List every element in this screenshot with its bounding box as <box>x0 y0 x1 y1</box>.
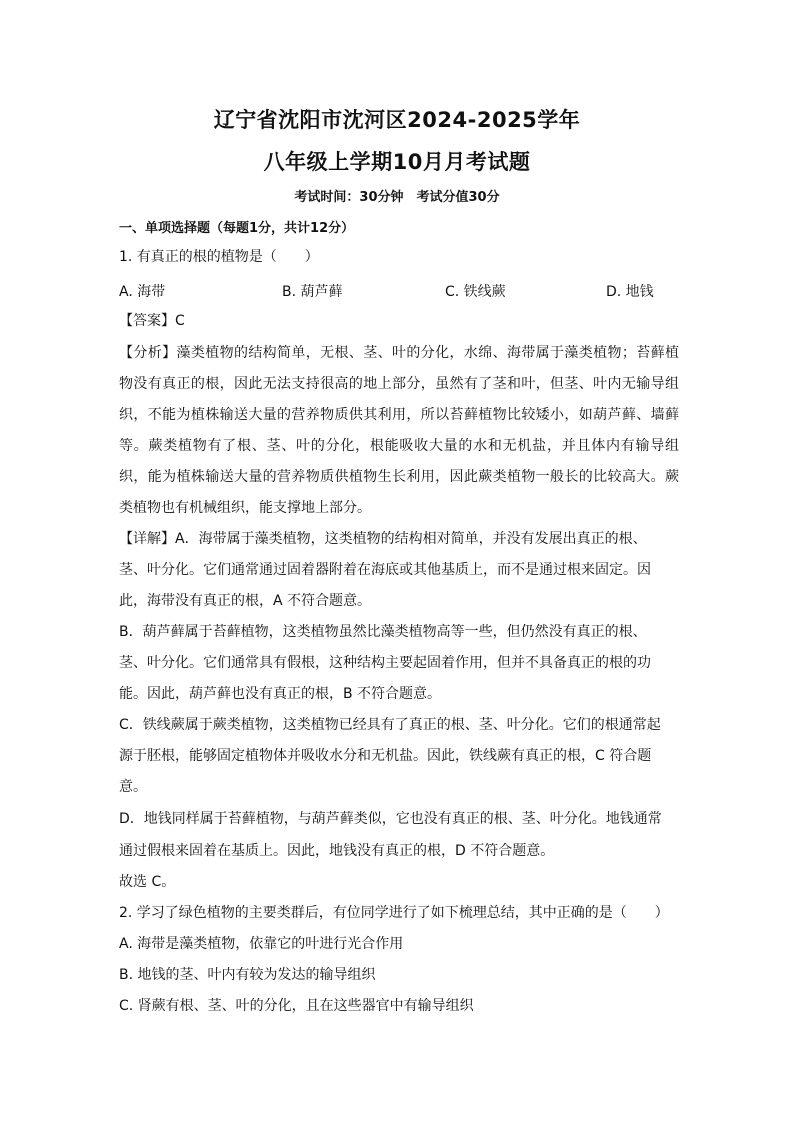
q1-analysis-line: 类植物也有机械组织，能支撑地上部分。 <box>119 500 371 516</box>
exam-info: 考试时间：30分钟 考试分值30分 <box>294 190 500 205</box>
q1-conclusion: 故选 C。 <box>119 874 176 890</box>
q1-analysis-line: 物没有真正的根，因此无法支持很高的地上部分，虽然有了茎和叶，但茎、叶内无输导组 <box>119 376 679 392</box>
q2-option-c: C. 肾蕨有根、茎、叶的分化，且在这些器官中有输导组织 <box>119 998 474 1014</box>
q1-detail-line: 【详解】A．海带属于藻类植物，这类植物的结构相对简单，并没有发展出真正的根、 <box>119 531 647 547</box>
q1-analysis-line: 【分析】藻类植物的结构简单，无根、茎、叶的分化，水绵、海带属于藻类植物；苔藓植 <box>119 345 679 361</box>
question-2-stem: 2. 学习了绿色植物的主要类群后，有位同学进行了如下梳理总结，其中正确的是（ ） <box>119 905 669 921</box>
section-heading: 一、单项选择题（每题1分，共计12分） <box>119 221 355 236</box>
q1-answer: 【答案】C <box>119 313 185 329</box>
q1-detail-line: 茎、叶分化。它们通常通过固着器附着在海底或其他基质上，而不是通过根来固定。因 <box>119 562 651 578</box>
q1-analysis-line: 织，能为植株输送大量的营养物质供植物生长利用，因此蕨类植物一般长的比较高大。蕨 <box>119 469 679 485</box>
q2-option-a: A. 海带是藻类植物，依靠它的叶进行光合作用 <box>119 936 404 952</box>
q2-option-b: B. 地钱的茎、叶内有较为发达的输导组织 <box>119 967 376 983</box>
q1-option-d: D. 地钱 <box>606 284 654 300</box>
q1-option-c: C. 铁线蕨 <box>445 284 506 300</box>
q1-detail-line: 源于胚根，能够固定植物体并吸收水分和无机盐。因此，铁线蕨有真正的根，C 符合题 <box>119 748 652 764</box>
q1-analysis-line: 等。蕨类植物有了根、茎、叶的分化，根能吸收大量的水和无机盐，并且体内有输导组 <box>119 438 679 454</box>
document-subtitle: 八年级上学期10月月考试题 <box>263 150 531 174</box>
q1-detail-line: 意。 <box>119 779 147 795</box>
q1-detail-line: D．地钱同样属于苔藓植物，与葫芦藓类似，它也没有真正的根、茎、叶分化。地钱通常 <box>119 811 662 827</box>
document-title: 辽宁省沈阳市沈河区2024-2025学年 <box>213 108 581 132</box>
q1-detail-line: 能。因此，葫芦藓也没有真正的根，B 不符合题意。 <box>119 686 442 702</box>
q1-detail-line: 此，海带没有真正的根，A 不符合题意。 <box>119 593 372 609</box>
q1-analysis-line: 织，不能为植株输送大量的营养物质供其利用，所以苔藓植物比较矮小，如葫芦藓、墙藓 <box>119 407 679 423</box>
q1-option-a: A. 海带 <box>119 284 166 300</box>
q1-detail-line: 通过假根来固着在基质上。因此，地钱没有真正的根，D 不符合题意。 <box>119 843 555 859</box>
question-1-stem: 1. 有真正的根的植物是（ ） <box>119 249 319 265</box>
q1-detail-line: 茎、叶分化。它们通常具有假根，这种结构主要起固着作用，但并不具备真正的根的功 <box>119 655 651 671</box>
q1-detail-line: C．铁线蕨属于蕨类植物，这类植物已经具有了真正的根、茎、叶分化。它们的根通常起 <box>119 717 661 733</box>
q1-detail-line: B．葫芦藓属于苔藓植物，这类植物虽然比藻类植物高等一些，但仍然没有真正的根、 <box>119 624 647 640</box>
q1-option-b: B. 葫芦藓 <box>282 284 343 300</box>
